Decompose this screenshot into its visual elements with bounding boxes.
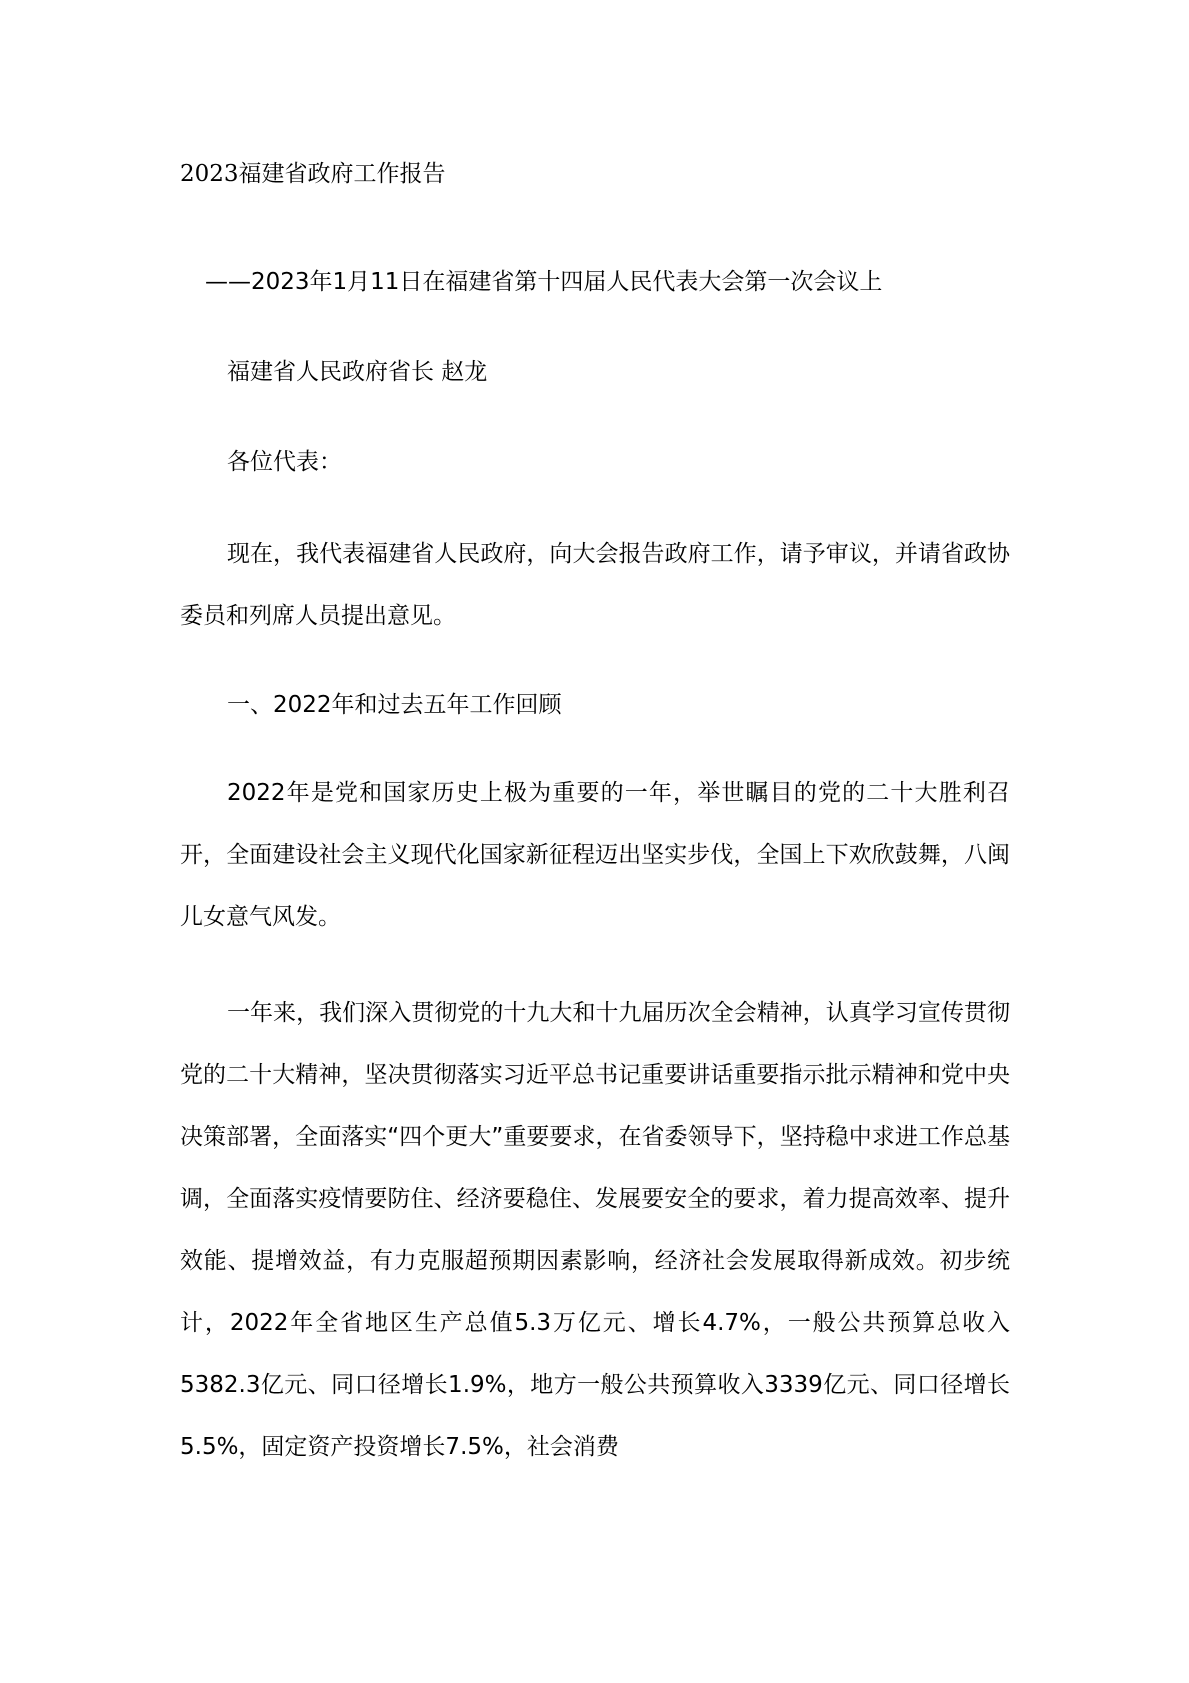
salutation: 各位代表： — [227, 449, 342, 475]
document-title: 2023福建省政府工作报告 — [180, 161, 446, 187]
section-heading: 一、2022年和过去五年工作回顾 — [227, 692, 562, 718]
document-subtitle: ——2023年1月11日在福建省第十四届人民代表大会第一次会议上 — [205, 269, 883, 295]
paragraph-2022-overview: 2022年是党和国家历史上极为重要的一年，举世瞩目的党的二十大胜利召开，全面建设社会主义现代化国家新征程迈出坚实步伐，全国上下欢欣鼓舞，八闽儿女意气风发。 — [180, 780, 1010, 930]
document-author: 福建省人民政府省长 赵龙 — [227, 359, 488, 385]
paragraph-intro: 现在，我代表福建省人民政府，向大会报告政府工作，请予审议，并请省政协委员和列席人员提出意见。 — [180, 541, 1010, 629]
paragraph-achievements: 一年来，我们深入贯彻党的十九大和十九届历次全会精神，认真学习宣传贯彻党的二十大精神，坚决贯彻落实习近平总书记重要讲话重要指示批示精神和党中央决策部署，全面落实“四个更大”重要要求，在省委领导下，坚持稳中求进工作总基调，全面落实疫情要防住、经济要稳住、发展要安全的要求，着力提高效率、提升效能、提增效益，有力克服超预期因素影响，经济社会发展取得新成效。初步统计，2022年全省地区生产总值5.3万亿元、增长4.7%，一般公共预算总收入5382.3亿元、同口径增长1.9%，地方一般公共预算收入3339亿元、同口径增长5.5%，固定资产投资增长7.5%，社会消费 — [180, 1000, 1010, 1460]
